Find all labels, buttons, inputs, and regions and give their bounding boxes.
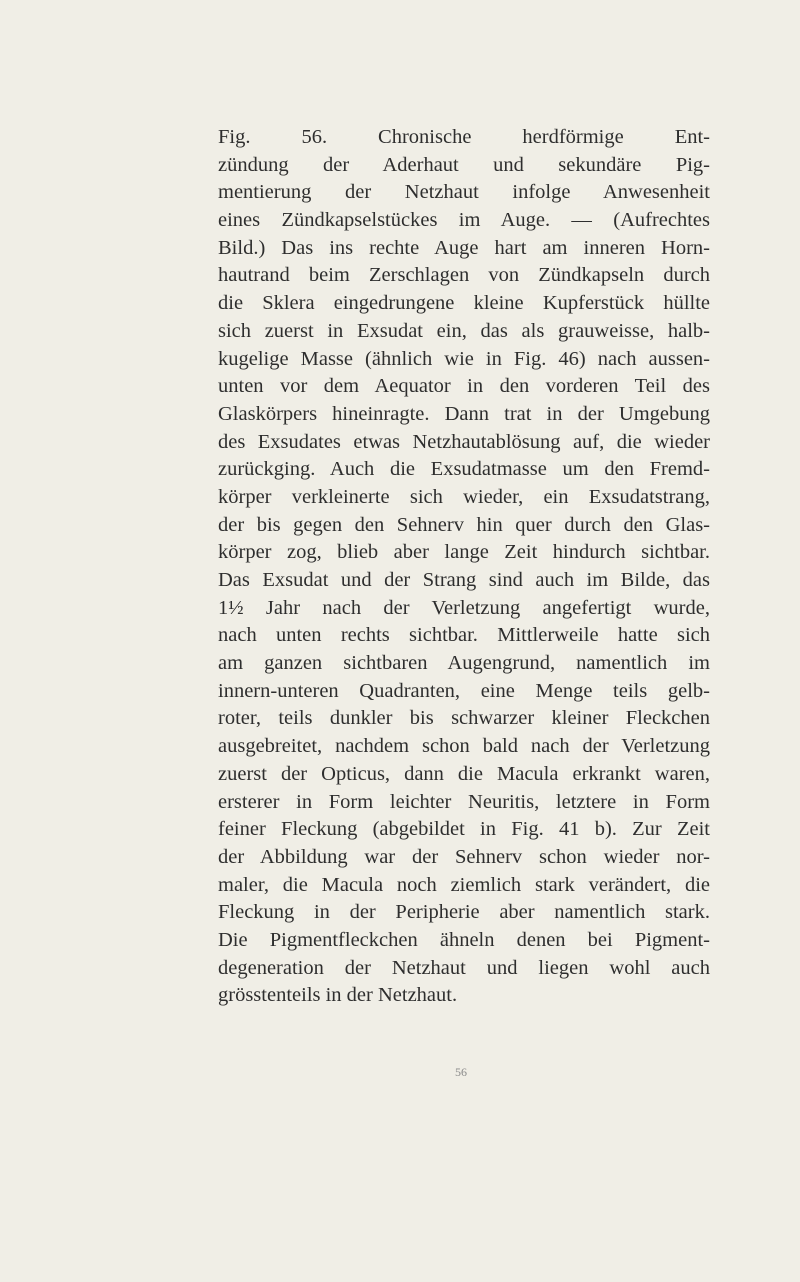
text-line: des Exsudates etwas Netzhautablösung auf, die wieder: [218, 430, 710, 453]
text-line: ersterer in Form leichter Neuritis, letztere in Form: [218, 790, 710, 813]
text-line: der bis gegen den Sehnerv hin quer durch den Glas-: [218, 513, 710, 536]
text-line: roter, teils dunkler bis schwarzer kleiner Fleckchen: [218, 707, 710, 730]
text-line: zündung der Aderhaut und sekundäre Pig-: [218, 153, 710, 176]
figure-caption-text: [218, 124, 710, 1010]
page-number: 56: [455, 1065, 467, 1079]
text-line: unten vor dem Aequator in den vorderen Teil des: [218, 375, 710, 398]
text-line: grösstenteils in der Netzhaut.: [218, 984, 458, 1007]
text-line: körper zog, blieb aber lange Zeit hindurch sichtbar.: [218, 541, 710, 564]
text-line: Das Exsudat und der Strang sind auch im Bilde, das: [218, 569, 710, 591]
text-line: Fleckung in der Peripherie aber namentlich stark.: [218, 901, 710, 924]
text-line: am ganzen sichtbaren Augengrund, namentlich im: [218, 652, 710, 675]
text-line: der Abbildung war der Sehnerv schon wieder nor-: [218, 845, 710, 868]
text-line: eines Zündkapselstückes im Auge. — (Aufrechtes: [218, 209, 710, 232]
text-line: Die Pigmentfleckchen ähneln denen bei Pigment-: [218, 928, 710, 951]
text-line: nach unten rechts sichtbar. Mittlerweile hatte sich: [218, 624, 710, 647]
text-line: sich zuerst in Exsudat ein, das als grauweisse, halb-: [218, 319, 710, 342]
text-line: hautrand beim Zerschlagen von Zündkapseln durch: [218, 264, 710, 287]
text-line: Glaskörpers hineinragte. Dann trat in der Umgebung: [218, 402, 710, 425]
text-line: degeneration der Netzhaut und liegen wohl auch: [218, 956, 710, 979]
text-line: mentierung der Netzhaut infolge Anwesenheit: [218, 181, 710, 204]
text-line: feiner Fleckung (abgebildet in Fig. 41 b). Zur Zeit: [218, 818, 710, 841]
text-line: die Sklera eingedrungene kleine Kupferstück hüllte: [218, 292, 710, 315]
text-line: Bild.) Das ins rechte Auge hart am inneren Horn-: [218, 236, 710, 259]
text-line: kugelige Masse (ähnlich wie in Fig. 46) nach aussen-: [218, 347, 710, 370]
text-line: innern-unteren Quadranten, eine Menge teils gelb-: [218, 679, 710, 702]
text-line: maler, die Macula noch ziemlich stark verändert, die: [218, 873, 710, 896]
text-line: Fig. 56. Chronische herdförmige Ent-: [218, 126, 710, 148]
text-line: zuerst der Opticus, dann die Macula erkrankt waren,: [218, 762, 710, 785]
text-line: zurückging. Auch die Exsudatmasse um den Fremd-: [218, 458, 710, 481]
text-line: 1½ Jahr nach der Verletzung angefertigt wurde,: [218, 596, 710, 619]
text-line: körper verkleinerte sich wieder, ein Exsudatstrang,: [218, 485, 710, 508]
text-line: ausgebreitet, nachdem schon bald nach der Verletzung: [218, 735, 710, 758]
